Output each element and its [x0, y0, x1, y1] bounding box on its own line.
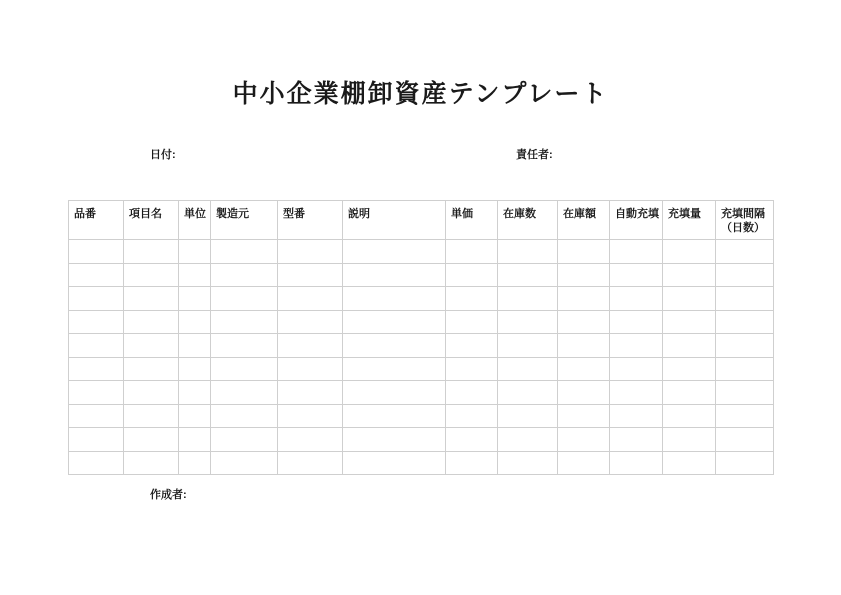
empty-cell	[558, 428, 610, 452]
empty-row	[69, 451, 774, 475]
empty-cell	[610, 404, 663, 428]
empty-cell	[124, 240, 179, 264]
empty-cell	[211, 451, 278, 475]
empty-cell	[69, 428, 124, 452]
empty-cell	[278, 451, 343, 475]
empty-cell	[278, 334, 343, 358]
empty-cell	[124, 451, 179, 475]
empty-cell	[663, 381, 716, 405]
empty-cell	[446, 404, 498, 428]
empty-cell	[558, 357, 610, 381]
empty-cell	[179, 404, 211, 428]
empty-cell	[179, 357, 211, 381]
empty-cell	[498, 263, 558, 287]
empty-cell	[446, 357, 498, 381]
empty-cell	[610, 334, 663, 358]
empty-cell	[446, 263, 498, 287]
empty-cell	[663, 334, 716, 358]
empty-cell	[69, 310, 124, 334]
col-header-model-number: 型番	[278, 201, 343, 240]
empty-cell	[211, 428, 278, 452]
empty-row	[69, 287, 774, 311]
empty-cell	[278, 263, 343, 287]
empty-cell	[179, 334, 211, 358]
empty-row	[69, 334, 774, 358]
empty-cell	[343, 334, 446, 358]
inventory-table-body	[69, 240, 774, 475]
empty-cell	[663, 357, 716, 381]
empty-cell	[663, 451, 716, 475]
empty-cell	[278, 357, 343, 381]
empty-cell	[124, 357, 179, 381]
empty-cell	[446, 310, 498, 334]
empty-cell	[610, 381, 663, 405]
empty-cell	[446, 240, 498, 264]
empty-cell	[446, 381, 498, 405]
empty-cell	[610, 357, 663, 381]
empty-cell	[69, 240, 124, 264]
empty-cell	[278, 404, 343, 428]
col-header-auto-refill: 自動充填	[610, 201, 663, 240]
empty-cell	[211, 357, 278, 381]
header-row	[69, 201, 774, 240]
empty-cell	[343, 381, 446, 405]
empty-cell	[663, 240, 716, 264]
empty-cell	[610, 240, 663, 264]
empty-cell	[278, 310, 343, 334]
empty-cell	[343, 451, 446, 475]
empty-cell	[498, 381, 558, 405]
empty-cell	[716, 428, 774, 452]
col-header-item-name: 項目名	[124, 201, 179, 240]
empty-cell	[69, 451, 124, 475]
empty-cell	[663, 404, 716, 428]
empty-cell	[498, 240, 558, 264]
empty-cell	[610, 428, 663, 452]
empty-cell	[663, 428, 716, 452]
empty-cell	[179, 240, 211, 264]
empty-cell	[610, 451, 663, 475]
empty-cell	[124, 428, 179, 452]
empty-cell	[558, 287, 610, 311]
empty-cell	[69, 357, 124, 381]
empty-cell	[610, 287, 663, 311]
empty-row	[69, 381, 774, 405]
empty-cell	[663, 263, 716, 287]
empty-cell	[716, 451, 774, 475]
empty-cell	[610, 310, 663, 334]
empty-cell	[498, 357, 558, 381]
empty-cell	[343, 428, 446, 452]
col-header-refill-amount: 充填量	[663, 201, 716, 240]
col-header-stock-quantity: 在庫数	[498, 201, 558, 240]
empty-cell	[446, 451, 498, 475]
empty-cell	[558, 240, 610, 264]
empty-cell	[124, 334, 179, 358]
empty-cell	[716, 404, 774, 428]
empty-cell	[69, 287, 124, 311]
inventory-table	[68, 200, 774, 475]
empty-cell	[211, 263, 278, 287]
empty-cell	[558, 404, 610, 428]
empty-cell	[124, 287, 179, 311]
empty-cell	[211, 404, 278, 428]
empty-cell	[716, 310, 774, 334]
empty-cell	[278, 240, 343, 264]
empty-cell	[69, 263, 124, 287]
empty-cell	[343, 404, 446, 428]
empty-cell	[716, 334, 774, 358]
document-title: 中小企業棚卸資産テンプレート	[232, 80, 609, 108]
empty-cell	[498, 334, 558, 358]
empty-cell	[716, 240, 774, 264]
empty-cell	[69, 404, 124, 428]
empty-cell	[69, 381, 124, 405]
manager-label: 責任者:	[516, 149, 553, 161]
empty-cell	[124, 263, 179, 287]
empty-cell	[179, 451, 211, 475]
empty-cell	[663, 310, 716, 334]
empty-cell	[343, 357, 446, 381]
empty-row	[69, 428, 774, 452]
empty-cell	[498, 451, 558, 475]
empty-cell	[69, 334, 124, 358]
empty-cell	[446, 428, 498, 452]
empty-cell	[498, 428, 558, 452]
col-header-part-number: 品番	[69, 201, 124, 240]
empty-cell	[446, 334, 498, 358]
empty-cell	[498, 404, 558, 428]
empty-row	[69, 240, 774, 264]
empty-cell	[498, 287, 558, 311]
empty-cell	[179, 428, 211, 452]
empty-cell	[716, 381, 774, 405]
empty-cell	[278, 287, 343, 311]
empty-row	[69, 263, 774, 287]
empty-cell	[278, 428, 343, 452]
empty-cell	[716, 263, 774, 287]
empty-cell	[558, 334, 610, 358]
col-header-refill-interval-days: 充填間隔（日数）	[716, 201, 774, 240]
empty-cell	[558, 263, 610, 287]
empty-cell	[211, 240, 278, 264]
empty-cell	[179, 287, 211, 311]
empty-cell	[716, 357, 774, 381]
empty-row	[69, 310, 774, 334]
empty-cell	[124, 310, 179, 334]
empty-cell	[343, 310, 446, 334]
empty-cell	[211, 334, 278, 358]
empty-cell	[558, 451, 610, 475]
empty-cell	[211, 287, 278, 311]
empty-cell	[124, 381, 179, 405]
empty-cell	[211, 381, 278, 405]
empty-cell	[124, 404, 179, 428]
col-header-stock-value: 在庫額	[558, 201, 610, 240]
empty-cell	[343, 240, 446, 264]
empty-cell	[343, 263, 446, 287]
col-header-unit-price: 単価	[446, 201, 498, 240]
empty-cell	[179, 263, 211, 287]
col-header-unit: 単位	[179, 201, 211, 240]
empty-cell	[211, 310, 278, 334]
empty-cell	[716, 287, 774, 311]
inventory-table-header	[69, 201, 774, 240]
col-header-description: 説明	[343, 201, 446, 240]
empty-cell	[278, 381, 343, 405]
empty-cell	[179, 381, 211, 405]
empty-cell	[498, 310, 558, 334]
empty-cell	[343, 287, 446, 311]
empty-cell	[610, 263, 663, 287]
empty-cell	[663, 287, 716, 311]
empty-cell	[179, 310, 211, 334]
author-label: 作成者:	[150, 489, 187, 501]
empty-cell	[446, 287, 498, 311]
empty-cell	[558, 310, 610, 334]
empty-row	[69, 404, 774, 428]
empty-row	[69, 357, 774, 381]
empty-cell	[558, 381, 610, 405]
col-header-manufacturer: 製造元	[211, 201, 278, 240]
date-label: 日付:	[150, 149, 176, 161]
